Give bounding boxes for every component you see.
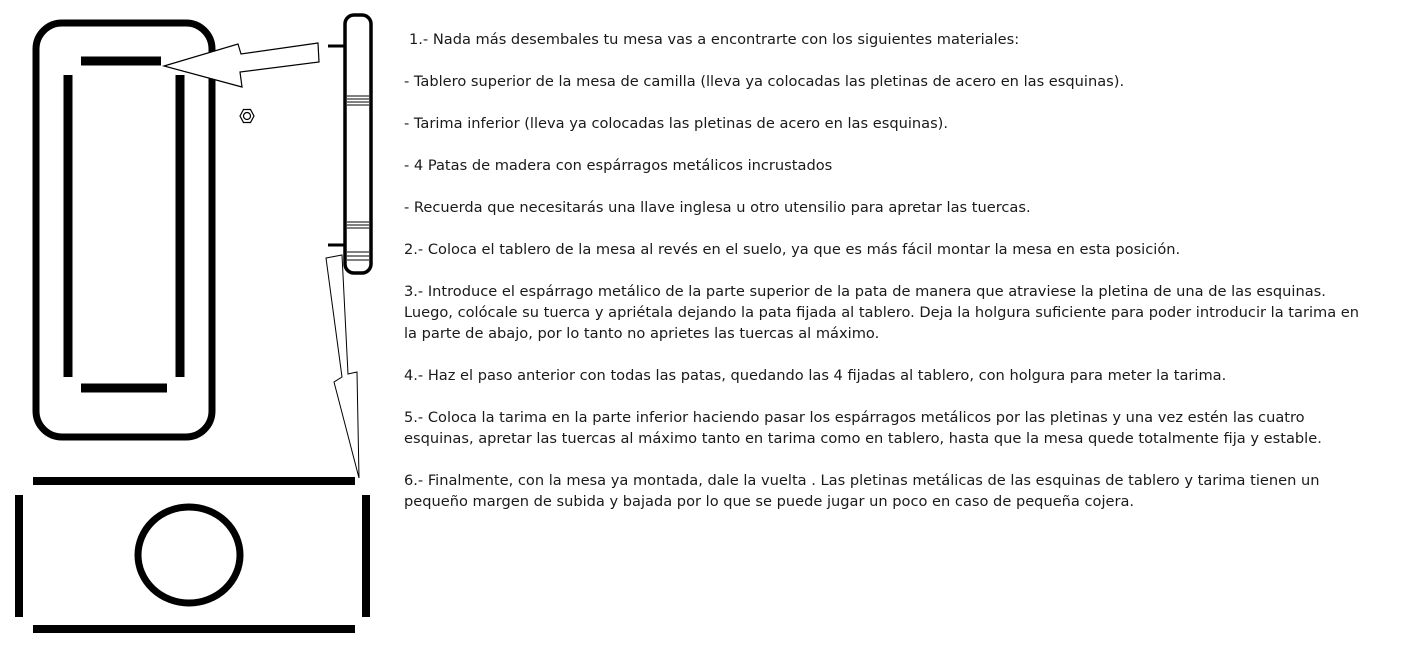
material-item-platform: - Tarima inferior (lleva ya colocadas las pletinas de acero en las esquinas).	[404, 115, 949, 132]
material-item-tool: - Recuerda que necesitarás una llave inglesa u otro utensilio para apretar las tuercas.	[404, 199, 1031, 216]
hex-nut-icon	[240, 110, 254, 123]
arrow-to-top-icon	[164, 43, 319, 87]
step-3: 3.- Introduce el espárrago metálico de la parte superior de la pata de manera que atraviese la pletina de una de las esquinas. Luego, colócale su tuerca y apriétala dejando la pata fijada al tablero. Deja la holgura suficiente para poder introducir la tarima en la parte de abajo, por lo tanto no aprietes las tuercas al máximo.	[404, 283, 1360, 342]
step-4: 4.- Haz el paso anterior con todas las patas, quedando las 4 fijadas al tablero, con holgura para meter la tarima.	[404, 367, 1227, 384]
assembly-diagram	[0, 0, 390, 672]
arrow-to-platform-icon	[326, 255, 359, 478]
upper-thread-icon	[347, 96, 369, 105]
material-item-legs: - 4 Patas de madera con espárragos metálicos incrustados	[404, 157, 833, 174]
material-item-top: - Tablero superior de la mesa de camilla (lleva ya colocadas las pletinas de acero en las esquinas).	[404, 73, 1125, 90]
table-top-drawing	[36, 23, 212, 437]
step-6: 6.- Finalmente, con la mesa ya montada, dale la vuelta . Las pletinas metálicas de las esquinas de tablero y tarima tienen un pequeño margen de subida y bajada por lo que se puede jugar un poco en caso de pequeña cojera.	[404, 472, 1320, 510]
assembly-instructions	[404, 29, 1364, 533]
step-1: 1.- Nada más desembales tu mesa vas a encontrarte con los siguientes materiales:	[409, 31, 1020, 48]
platform-drawing	[19, 481, 366, 629]
lower-thread-icon	[347, 222, 369, 260]
step-2: 2.- Coloca el tablero de la mesa al revés en el suelo, ya que es más fácil montar la mesa en esta posición.	[404, 241, 1181, 258]
leg-drawing	[328, 15, 371, 273]
step-5: 5.- Coloca la tarima en la parte inferior haciendo pasar los espárragos metálicos por las pletinas y una vez estén las cuatro esquinas, apretar las tuercas al máximo tanto en tarima como en tablero, hasta que la mesa quede totalmente fija y estable.	[404, 409, 1322, 447]
platform-hole	[138, 507, 240, 603]
